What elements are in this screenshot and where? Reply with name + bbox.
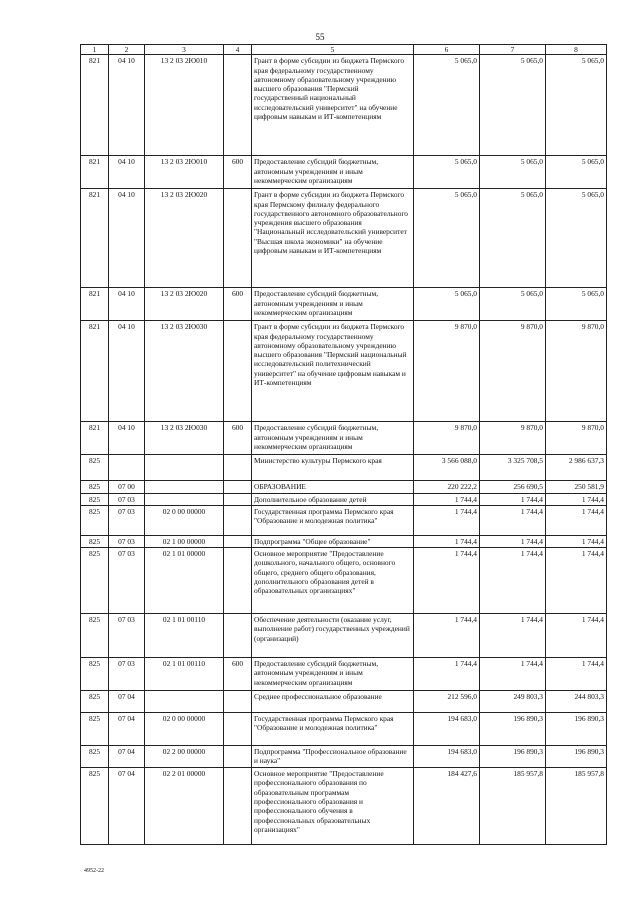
amount-year3-cell: 250 581,9 [546, 481, 607, 493]
table-row [81, 156, 607, 189]
amount-year1-cell: 5 065,0 [414, 288, 480, 321]
table-row [81, 768, 607, 845]
amount-year3-cell: 1 744,4 [546, 658, 607, 691]
section-cell: 07 04 [109, 746, 145, 768]
amount-year2-cell: 1 744,4 [480, 505, 546, 535]
amount-year2-cell: 196 890,3 [480, 713, 546, 746]
expense-type-cell [224, 691, 252, 713]
amount-year3-cell: 2 986 637,3 [546, 455, 607, 481]
table-row [81, 422, 607, 455]
expense-type-cell: 600 [224, 422, 252, 455]
admin-code-cell: 825 [81, 548, 109, 614]
section-cell: 04 10 [109, 422, 145, 455]
target-article-cell: 13 2 03 2Ю020 [145, 288, 224, 321]
header-cell: 7 [480, 45, 546, 55]
table-row [81, 614, 607, 658]
header-cell: 3 [145, 45, 224, 55]
admin-code-cell: 825 [81, 691, 109, 713]
name-cell: Подпрограмма "Общее образование" [252, 535, 414, 547]
amount-year3-cell: 9 870,0 [546, 422, 607, 455]
expense-type-cell [224, 746, 252, 768]
table-row [81, 658, 607, 691]
admin-code-cell: 821 [81, 321, 109, 422]
amount-year2-cell: 1 744,4 [480, 548, 546, 614]
amount-year2-cell: 249 803,3 [480, 691, 546, 713]
section-cell: 07 03 [109, 535, 145, 547]
amount-year3-cell: 1 744,4 [546, 493, 607, 505]
admin-code-cell: 825 [81, 505, 109, 535]
section-cell: 07 04 [109, 691, 145, 713]
section-cell: 07 04 [109, 768, 145, 845]
expense-type-cell [224, 505, 252, 535]
admin-code-cell: 825 [81, 455, 109, 481]
amount-year2-cell: 185 957,8 [480, 768, 546, 845]
document-code: 4952-22 [84, 868, 104, 874]
amount-year1-cell: 5 065,0 [414, 55, 480, 156]
table-row [81, 481, 607, 493]
amount-year3-cell: 1 744,4 [546, 535, 607, 547]
admin-code-cell: 821 [81, 422, 109, 455]
amount-year1-cell: 1 744,4 [414, 493, 480, 505]
amount-year1-cell: 194 683,0 [414, 746, 480, 768]
expense-type-cell [224, 493, 252, 505]
section-cell [109, 455, 145, 481]
section-cell: 07 04 [109, 713, 145, 746]
table-row [81, 691, 607, 713]
amount-year3-cell: 196 890,3 [546, 713, 607, 746]
amount-year2-cell: 3 325 708,5 [480, 455, 546, 481]
admin-code-cell: 821 [81, 156, 109, 189]
header-cell: 2 [109, 45, 145, 55]
amount-year2-cell: 9 870,0 [480, 321, 546, 422]
header-cell: 1 [81, 45, 109, 55]
expense-type-cell: 600 [224, 658, 252, 691]
target-article-cell [145, 481, 224, 493]
amount-year1-cell: 1 744,4 [414, 548, 480, 614]
admin-code-cell: 821 [81, 288, 109, 321]
name-cell: Предоставление субсидий бюджетным, автономным учреждениям и иным некоммерческим организациям [252, 156, 414, 189]
target-article-cell: 13 2 03 2Ю010 [145, 55, 224, 156]
expense-type-cell [224, 455, 252, 481]
table-row [81, 535, 607, 547]
target-article-cell: 02 2 00 00000 [145, 746, 224, 768]
name-cell: Грант в форме субсидии из бюджета Пермского края федеральному государственному автономному образовательному учреждению высшего образования "Пермский национальный исследовательский политехнический университет" на обучение цифровым навыкам и ИТ-компетенциям [252, 321, 414, 422]
amount-year1-cell: 9 870,0 [414, 422, 480, 455]
expense-type-cell [224, 535, 252, 547]
name-cell: Государственная программа Пермского края "Образование и молодежная политика" [252, 713, 414, 746]
amount-year2-cell: 5 065,0 [480, 189, 546, 288]
amount-year3-cell: 185 957,8 [546, 768, 607, 845]
target-article-cell: 02 1 00 00000 [145, 535, 224, 547]
expense-type-cell [224, 614, 252, 658]
section-cell: 04 10 [109, 156, 145, 189]
name-cell: Подпрограмма "Профессиональное образование и наука" [252, 746, 414, 768]
page-number: 55 [315, 32, 325, 42]
amount-year1-cell: 194 683,0 [414, 713, 480, 746]
amount-year3-cell: 1 744,4 [546, 505, 607, 535]
section-cell: 07 00 [109, 481, 145, 493]
amount-year2-cell: 1 744,4 [480, 535, 546, 547]
section-cell: 04 10 [109, 55, 145, 156]
amount-year3-cell: 196 890,3 [546, 746, 607, 768]
target-article-cell: 13 2 03 2Ю030 [145, 321, 224, 422]
amount-year3-cell: 5 065,0 [546, 55, 607, 156]
amount-year2-cell: 9 870,0 [480, 422, 546, 455]
expense-type-cell: 600 [224, 288, 252, 321]
name-cell: Государственная программа Пермского края "Образование и молодежная политика" [252, 505, 414, 535]
name-cell: Основное мероприятие "Предоставление профессионального образования по образовательным программам профессионального образования и профессионального обучения в профессиональных образовательных организациях" [252, 768, 414, 845]
amount-year2-cell: 5 065,0 [480, 55, 546, 156]
expense-type-cell [224, 481, 252, 493]
amount-year3-cell: 1 744,4 [546, 548, 607, 614]
header-cell: 4 [224, 45, 252, 55]
table-row [81, 493, 607, 505]
expense-type-cell [224, 548, 252, 614]
table-row [81, 505, 607, 535]
table-row [81, 189, 607, 288]
amount-year3-cell: 1 744,4 [546, 614, 607, 658]
table-row [81, 746, 607, 768]
target-article-cell: 02 2 01 00000 [145, 768, 224, 845]
section-cell: 07 03 [109, 493, 145, 505]
amount-year2-cell: 5 065,0 [480, 288, 546, 321]
amount-year3-cell: 5 065,0 [546, 156, 607, 189]
amount-year2-cell: 1 744,4 [480, 493, 546, 505]
header-cell: 5 [252, 45, 414, 55]
expense-type-cell [224, 189, 252, 288]
name-cell: Среднее профессиональное образование [252, 691, 414, 713]
target-article-cell: 02 1 01 00110 [145, 658, 224, 691]
admin-code-cell: 825 [81, 481, 109, 493]
amount-year2-cell: 5 065,0 [480, 156, 546, 189]
admin-code-cell: 825 [81, 614, 109, 658]
target-article-cell [145, 493, 224, 505]
amount-year3-cell: 5 065,0 [546, 288, 607, 321]
admin-code-cell: 825 [81, 658, 109, 691]
name-cell: ОБРАЗОВАНИЕ [252, 481, 414, 493]
header-row [81, 45, 607, 55]
target-article-cell: 02 0 00 00000 [145, 713, 224, 746]
amount-year1-cell: 212 596,0 [414, 691, 480, 713]
amount-year1-cell: 5 065,0 [414, 189, 480, 288]
expense-type-cell [224, 321, 252, 422]
section-cell: 07 03 [109, 505, 145, 535]
amount-year1-cell: 1 744,4 [414, 535, 480, 547]
admin-code-cell: 825 [81, 713, 109, 746]
budget-table [80, 44, 607, 845]
target-article-cell: 13 2 03 2Ю030 [145, 422, 224, 455]
admin-code-cell: 825 [81, 768, 109, 845]
section-cell: 04 10 [109, 321, 145, 422]
target-article-cell: 13 2 03 2Ю020 [145, 189, 224, 288]
target-article-cell: 02 1 01 00000 [145, 548, 224, 614]
section-cell: 07 03 [109, 658, 145, 691]
amount-year3-cell: 5 065,0 [546, 189, 607, 288]
admin-code-cell: 825 [81, 493, 109, 505]
section-cell: 04 10 [109, 189, 145, 288]
target-article-cell: 02 1 01 00110 [145, 614, 224, 658]
table-row [81, 321, 607, 422]
amount-year2-cell: 1 744,4 [480, 614, 546, 658]
expense-type-cell [224, 768, 252, 845]
table-row [81, 55, 607, 156]
target-article-cell [145, 455, 224, 481]
amount-year1-cell: 9 870,0 [414, 321, 480, 422]
name-cell: Грант в форме субсидии из бюджета Пермского края Пермскому филиалу федерального государственного автономного образовательного учреждения высшего образования "Национальный исследовательский университет "Высшая школа экономики" на обучение цифровым навыкам и ИТ-компетенциям [252, 189, 414, 288]
amount-year1-cell: 3 566 088,0 [414, 455, 480, 481]
name-cell: Предоставление субсидий бюджетным, автономным учреждениям и иным некоммерческим организациям [252, 288, 414, 321]
amount-year1-cell: 220 222,2 [414, 481, 480, 493]
amount-year1-cell: 1 744,4 [414, 614, 480, 658]
name-cell: Грант в форме субсидии из бюджета Пермского края федеральному государственному автономному образовательному учреждению высшего образования "Пермский государственный национальный исследовательский университет" на обучение цифровым навыкам и ИТ-компетенциям [252, 55, 414, 156]
expense-type-cell: 600 [224, 156, 252, 189]
table-row [81, 548, 607, 614]
amount-year2-cell: 1 744,4 [480, 658, 546, 691]
admin-code-cell: 825 [81, 535, 109, 547]
name-cell: Основное мероприятие "Предоставление дошкольного, начального общего, основного общего, среднего общего образования, дополнительного образования детей в образовательных организациях" [252, 548, 414, 614]
amount-year2-cell: 256 690,5 [480, 481, 546, 493]
admin-code-cell: 825 [81, 746, 109, 768]
target-article-cell: 02 0 00 00000 [145, 505, 224, 535]
expense-type-cell [224, 55, 252, 156]
name-cell: Предоставление субсидий бюджетным, автономным учреждениям и иным некоммерческим организациям [252, 422, 414, 455]
amount-year1-cell: 1 744,4 [414, 658, 480, 691]
name-cell: Министерство культуры Пермского края [252, 455, 414, 481]
target-article-cell [145, 691, 224, 713]
amount-year2-cell: 196 890,3 [480, 746, 546, 768]
amount-year1-cell: 5 065,0 [414, 156, 480, 189]
admin-code-cell: 821 [81, 189, 109, 288]
table-row [81, 288, 607, 321]
table-row [81, 713, 607, 746]
name-cell: Дополнительное образование детей [252, 493, 414, 505]
header-cell: 6 [414, 45, 480, 55]
name-cell: Предоставление субсидий бюджетным, автономным учреждениям и иным некоммерческим организациям [252, 658, 414, 691]
section-cell: 07 03 [109, 548, 145, 614]
name-cell: Обеспечение деятельности (оказание услуг, выполнение работ) государственных учреждений (организаций) [252, 614, 414, 658]
amount-year3-cell: 9 870,0 [546, 321, 607, 422]
amount-year3-cell: 244 803,3 [546, 691, 607, 713]
section-cell: 04 10 [109, 288, 145, 321]
target-article-cell: 13 2 03 2Ю010 [145, 156, 224, 189]
section-cell: 07 03 [109, 614, 145, 658]
expense-type-cell [224, 713, 252, 746]
table-row [81, 455, 607, 481]
header-cell: 8 [546, 45, 607, 55]
amount-year1-cell: 184 427,6 [414, 768, 480, 845]
admin-code-cell: 821 [81, 55, 109, 156]
amount-year1-cell: 1 744,4 [414, 505, 480, 535]
